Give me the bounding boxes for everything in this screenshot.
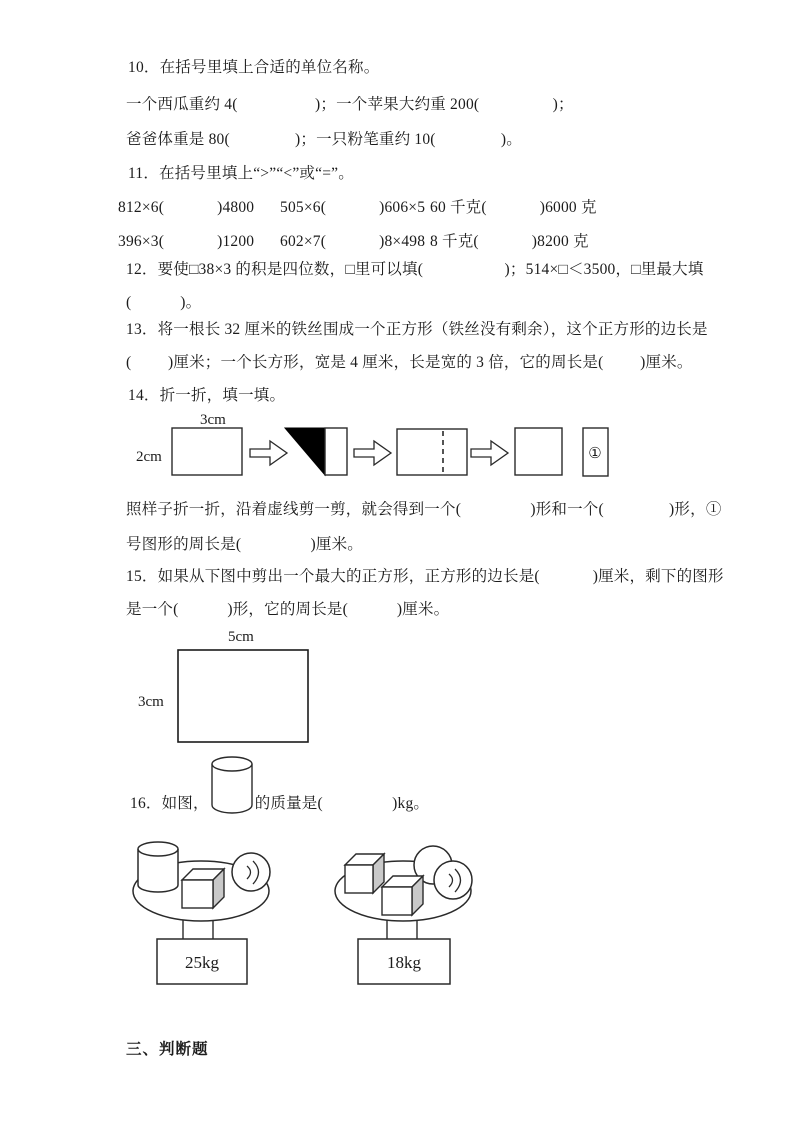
cube-icon: [382, 876, 423, 915]
cut-rectangle-figure: [130, 624, 350, 749]
q15-line1: 15．如果从下图中剪出一个最大的正方形，正方形的边长是( )厘米，剩下的图形: [126, 568, 724, 585]
scale-left: [133, 842, 270, 984]
q16-line: [130, 753, 429, 815]
q12-line2: ( )。: [126, 294, 202, 311]
fold-step1-rect: [172, 428, 242, 475]
scale-left-weight: 25kg: [185, 953, 219, 972]
q11-row1: [118, 198, 698, 218]
cylinder-top: [138, 842, 178, 856]
fold-tag-number: ①: [588, 446, 602, 462]
q10-title: 10．在括号里填上合适的单位名称。: [128, 59, 380, 76]
q11-row2-col1: 396×3( )1200: [118, 233, 255, 250]
rect-height-label: 3cm: [138, 694, 164, 710]
q16-text-suffix: 的质量是( )kg。: [254, 795, 430, 812]
scale-right: [335, 846, 472, 984]
balance-scales-figure: [130, 832, 490, 992]
q14-note1: 照样子折一折，沿着虚线剪一剪，就会得到一个( )形和一个( )形，①: [126, 501, 722, 518]
cylinder-icon: [209, 755, 255, 815]
fold-height-label: 2cm: [136, 449, 162, 465]
cube-icon: [182, 869, 224, 908]
fold-step2-black-triangle: [285, 428, 325, 475]
q11-row1-col3: 60 千克( )6000 克: [430, 199, 597, 216]
q10-line2: 爸爸体重是 80( )；一只粉笔重约 10( )。: [126, 131, 522, 148]
fold-step4-square: [515, 428, 562, 475]
fold-step2-strip-rect: [325, 428, 347, 475]
q15-line2: 是一个( )形，它的周长是( )厘米。: [126, 601, 450, 618]
arrow-right-icon: [250, 441, 287, 465]
section3-title: 三、判断题: [126, 1041, 209, 1058]
q12-line1: 12．要使□38×3 的积是四位数，□里可以填( )；514×□＜3500，□里最大填: [126, 261, 704, 278]
arrow-right-icon: [471, 441, 508, 465]
rect-5x3: [178, 650, 308, 742]
q10-line1: 一个西瓜重约 4( )；一个苹果大约重 200( )；: [126, 96, 574, 113]
q16-text-prefix: 16．如图，: [130, 795, 209, 812]
q11-row1-col1: 812×6( )4800: [118, 199, 255, 216]
scale-right-weight: 18kg: [387, 953, 421, 972]
fold-step3-rect: [397, 429, 467, 475]
rect-width-label: 5cm: [228, 629, 254, 645]
q11-row1-col2: 505×6( )606×5: [280, 199, 426, 216]
q11-row2-col3: 8 千克( )8200 克: [430, 233, 589, 250]
q14-note2: 号图形的周长是( )厘米。: [126, 536, 363, 553]
cube-icon: [345, 854, 384, 893]
q13-line2: ( )厘米；一个长方形，宽是 4 厘米，长是宽的 3 倍，它的周长是( )厘米。: [126, 354, 693, 371]
q11-title: 11．在括号里填上“>”“<”或“=”。: [128, 165, 354, 182]
fold-width-label: 3cm: [200, 412, 226, 428]
q11-row2: [118, 232, 698, 252]
q14-title: 14．折一折，填一填。: [128, 387, 286, 404]
q13-line1: 13．将一根长 32 厘米的铁丝围成一个正方形（铁丝没有剩余），这个正方形的边长是: [126, 321, 708, 338]
fold-sequence-figure: [130, 405, 630, 500]
q11-row2-col2: 602×7( )8×498: [280, 233, 426, 250]
arrow-right-icon: [354, 441, 391, 465]
